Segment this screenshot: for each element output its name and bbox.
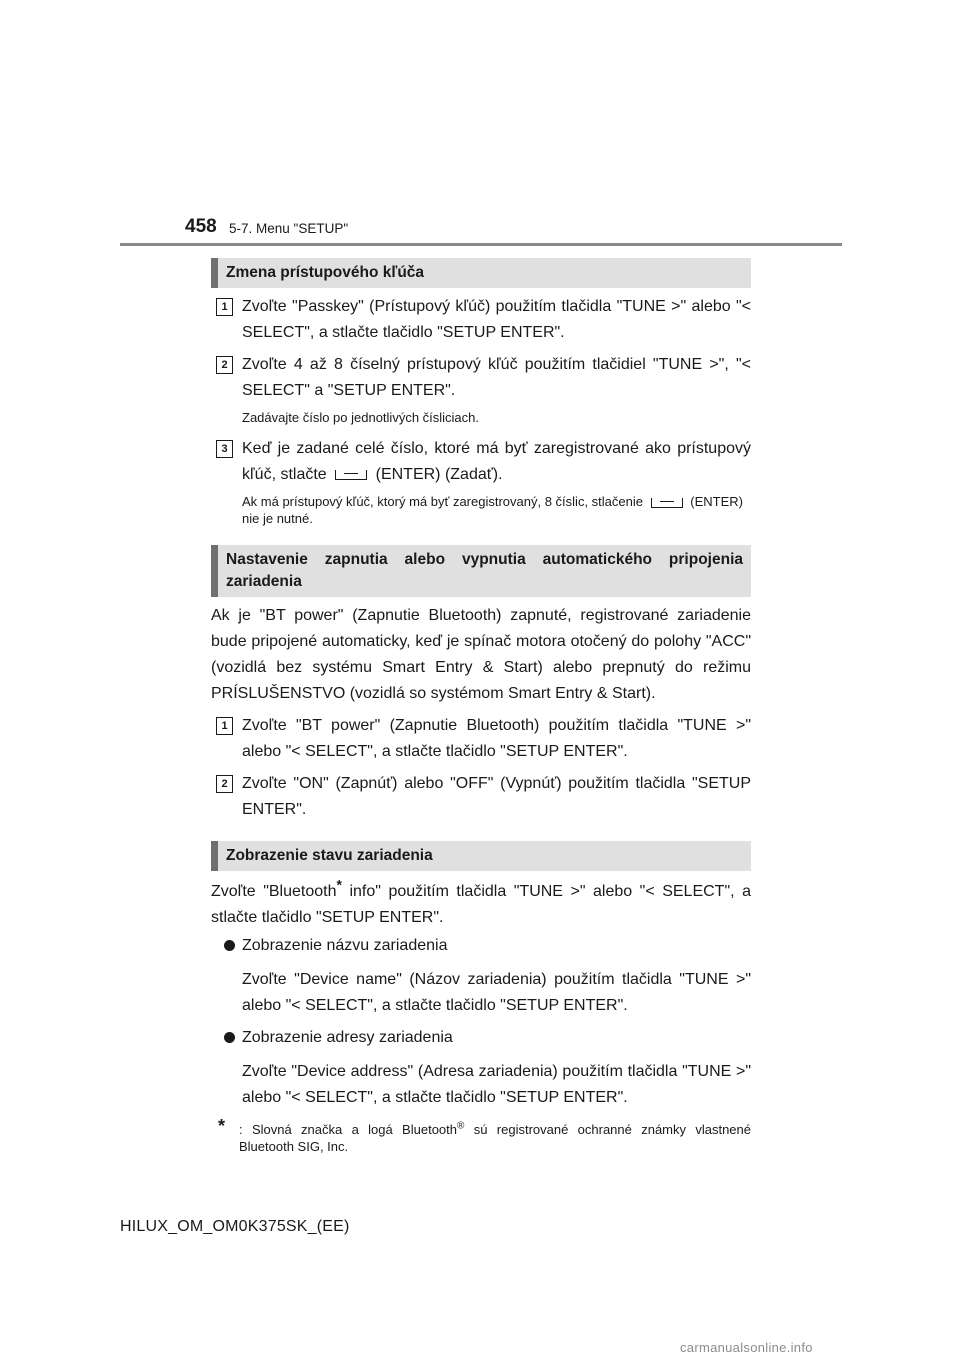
step-number-badge: 1 bbox=[216, 717, 233, 735]
header-divider bbox=[120, 243, 842, 246]
bullet-dot-icon bbox=[224, 1032, 235, 1043]
step-item bbox=[211, 352, 751, 404]
footnote-text: sú registrované ochranné známky vlastnené Bluetooth SIG, Inc. bbox=[239, 1122, 751, 1154]
content-column bbox=[211, 258, 751, 1155]
step-item bbox=[211, 771, 751, 823]
watermark-link[interactable]: carmanualsonline.info bbox=[680, 1340, 813, 1355]
step-number-badge: 2 bbox=[216, 356, 233, 374]
section-heading-passkey: Zmena prístupového kľúča bbox=[211, 258, 751, 288]
bullet-text: Zvoľte "Device name" (Názov zariadenia) použitím tlačidla "TUNE >" alebo "< SELECT", a stlačte tlačidlo "SETUP ENTER". bbox=[242, 971, 751, 1014]
page-number: 458 bbox=[185, 216, 217, 237]
section-title: 5-7. Menu "SETUP" bbox=[229, 221, 349, 236]
document-code: HILUX_OM_OM0K375SK_(EE) bbox=[120, 1218, 350, 1235]
step-note bbox=[211, 493, 751, 527]
step-text: Zvoľte "BT power" (Zapnutie Bluetooth) použitím tlačidla "TUNE >" alebo "< SELECT", a stlačte tlačidlo "SETUP ENTER". bbox=[242, 717, 751, 760]
footnote-text: : Slovná značka a logá Bluetooth bbox=[239, 1122, 457, 1137]
section-intro bbox=[211, 876, 751, 931]
step-item bbox=[211, 436, 751, 488]
note-text: (ENTER) nie je nutné. bbox=[242, 494, 743, 526]
enter-button-icon bbox=[651, 498, 683, 508]
footnote-star: * bbox=[336, 876, 342, 893]
footnote bbox=[211, 1116, 751, 1155]
footnote-star: * bbox=[218, 1116, 226, 1136]
step-note: Zadávajte číslo po jednotlivých čísliciach. bbox=[242, 410, 480, 425]
step-text: Keď je zadané celé číslo, ktoré má byť zaregistrované ako prístupový kľúč, stlačte bbox=[242, 440, 751, 483]
bullet-label: Zobrazenie adresy zariadenia bbox=[242, 1029, 453, 1046]
bullet-text: Zvoľte "Device address" (Adresa zariadenia) použitím tlačidla "TUNE >" alebo "< SELECT", a stlačte tlačidlo "SETUP ENTER". bbox=[242, 1063, 751, 1106]
enter-button-icon bbox=[335, 470, 367, 480]
step-text: (ENTER) (Zadať). bbox=[375, 466, 503, 483]
step-number-badge: 2 bbox=[216, 775, 233, 793]
intro-text: info" použitím tlačidla "TUNE >" alebo "< SELECT", a stlačte tlačidlo "SETUP ENTER". bbox=[211, 883, 751, 926]
registered-mark: ® bbox=[457, 1120, 465, 1132]
step-text: Zvoľte "ON" (Zapnúť) alebo "OFF" (Vypnúť) použitím tlačidla "SETUP ENTER". bbox=[242, 775, 751, 818]
step-number-badge: 1 bbox=[216, 298, 233, 316]
page-header bbox=[0, 0, 960, 250]
section-heading-autoconnect: Nastavenie zapnutia alebo vypnutia automatického pripojenia zariadenia bbox=[211, 545, 751, 597]
bullet-dot-icon bbox=[224, 940, 235, 951]
bullet-item bbox=[211, 1025, 751, 1051]
section-heading-status: Zobrazenie stavu zariadenia bbox=[211, 841, 751, 871]
note-text: Ak má prístupový kľúč, ktorý má byť zaregistrovaný, 8 číslic, stlačenie bbox=[242, 494, 643, 509]
bullet-label: Zobrazenie názvu zariadenia bbox=[242, 937, 448, 954]
bullet-item bbox=[211, 933, 751, 959]
intro-text: Zvoľte "Bluetooth bbox=[211, 883, 337, 900]
step-item bbox=[211, 713, 751, 765]
step-number-badge: 3 bbox=[216, 440, 233, 458]
step-item bbox=[211, 294, 751, 346]
step-text: Zvoľte "Passkey" (Prístupový kľúč) použitím tlačidla "TUNE >" alebo "< SELECT", a stlačte tlačidlo "SETUP ENTER". bbox=[242, 298, 751, 341]
section-intro: Ak je "BT power" (Zapnutie Bluetooth) zapnuté, registrované zariadenie bude pripojené automaticky, keď je spínač motora otočený do polohy "ACC" (vozidlá bez systému Smart Entry & Start) alebo prepnutý do režimu PRÍSLUŠENSTVO (vozidlá so systémom Smart Entry & Start). bbox=[211, 607, 751, 702]
step-text: Zvoľte 4 až 8 číselný prístupový kľúč použitím tlačidiel "TUNE >", "< SELECT" a "SETUP ENTER". bbox=[242, 356, 751, 399]
